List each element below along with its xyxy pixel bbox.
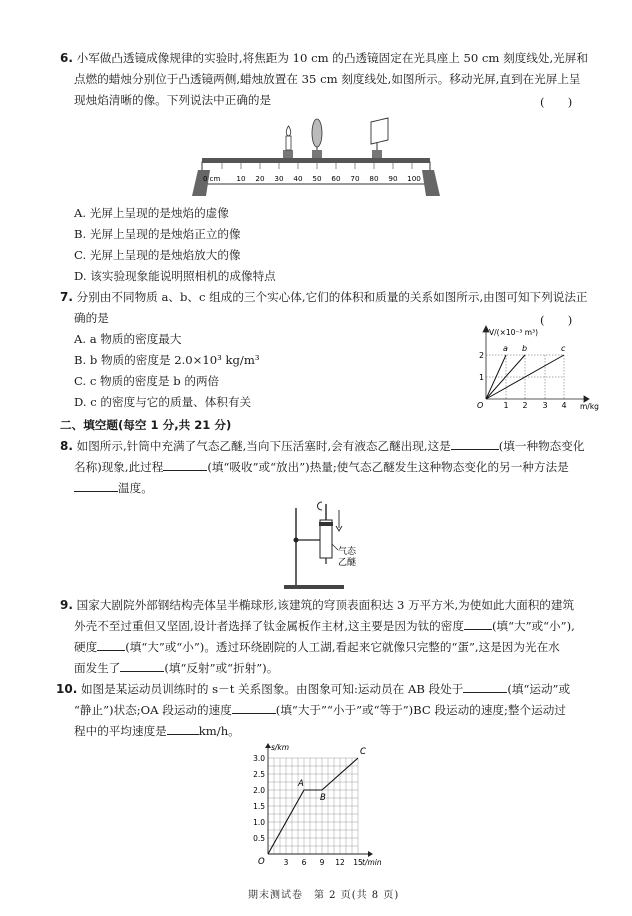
light-screen (371, 118, 388, 158)
q6-option-b: B. 光屏上呈现的是烛焰正立的像 (74, 227, 241, 241)
q6-line1 (60, 50, 588, 66)
ruler-tick: 100 (407, 174, 421, 183)
q9-blank1[interactable] (464, 618, 492, 630)
point-label: C (360, 747, 366, 757)
q9-line1: 9. 国家大剧院外部钢结构壳体呈半椭球形,该建筑的穹顶表面积达 3 万平方米,为使如此大面积的建筑 (60, 598, 575, 612)
optical-bench-figure (190, 118, 440, 198)
q9-line3: 硬度 (填“大”或“小”)。透过环绕剧院的人工湖,看起来它就像只完整的“蛋”,这是因为光在水 (74, 640, 560, 654)
q7-axes (483, 326, 589, 402)
q7-xtick: 3 (542, 401, 548, 410)
q7-text1: 分别由不同物质 a、b、c 组成的三个实心体,它们的体积和质量的关系如图所示,由图可知下列说法正 (76, 290, 588, 304)
y-tick-label: 2.0 (253, 786, 265, 795)
ruler-label-start: 0 cm (203, 175, 221, 183)
page-footer: 期末测试卷 第 2 页(共 8 页) (248, 890, 400, 901)
q9-blank3[interactable] (120, 660, 164, 672)
q9-line4: 面发生了 (填“反射”或“折射”)。 (74, 661, 279, 675)
ruler-tick: 10 (236, 174, 246, 183)
x-axis-label: t/min (362, 858, 382, 867)
q6-option-d: D. 该实验现象能说明照相机的成像特点 (74, 269, 276, 283)
point-label: B (320, 793, 326, 803)
point-label: A (298, 779, 304, 789)
q7-line2: 确的是 (74, 311, 109, 325)
lens-icon (312, 119, 322, 147)
label-c: c (561, 344, 566, 353)
q8-line2: 名称)现象,此过程 (填“吸收”或“放出”)热量;使气态乙醚发生这种物态变化的另一种方法是 (74, 460, 569, 474)
q7-number: 7. (60, 290, 73, 304)
bench-left-leg (192, 170, 210, 196)
ruler-tick: 60 (331, 174, 341, 183)
q7-option-a: A. a 物质的密度最大 (74, 332, 182, 346)
q9-line2: 外壳不至过重但又坚固,设计者选择了钛金属板作主材,这主要是因为钛的密度 (填“大”或“小”), (74, 619, 575, 633)
q6-option-a: A. 光屏上呈现的是烛焰的虚像 (74, 206, 229, 220)
q10-blank1[interactable] (463, 681, 507, 693)
st-grid (268, 758, 358, 854)
q7-option-b: B. b 物质的密度是 2.0×10³ kg/m³ (74, 353, 260, 367)
syringe-label-1: 气态 (338, 547, 357, 557)
bench-top-bar (202, 158, 430, 163)
y-tick-label: 2.5 (253, 770, 265, 779)
q10-line2: “静止”)状态;OA 段运动的速度 (填“大于”“小于”或“等于”)BC 段运动的速度;整个运动过 (74, 703, 566, 717)
q6-line2: 点燃的蜡烛分别位于凸透镜两侧,蜡烛放置在 35 cm 刻度线处,如图所示。移动光屏,直到在光屏上呈 (74, 72, 581, 86)
q10-st-chart (238, 740, 382, 870)
q6-line3: 现烛焰清晰的像。下列说法中正确的是 (74, 93, 272, 107)
q10-line1: 10. 如图是某运动员训练时的 s－t 关系图象。由图象可知:运动员在 AB 段处于 (填“运动”或 (56, 682, 571, 696)
q7-vm-chart (472, 326, 612, 418)
q10-line3: 程中的平均速度是 km/h。 (74, 724, 240, 738)
q8-blank2[interactable] (163, 459, 207, 471)
clamp-knob (294, 538, 299, 543)
x-tick-label: 12 (335, 858, 345, 867)
q10-blank3[interactable] (167, 723, 199, 735)
candle-flame-icon (286, 126, 291, 136)
ruler-tick: 20 (255, 174, 265, 183)
x-tick-label: 3 (283, 858, 289, 867)
q6-option-c: C. 光屏上呈现的是烛焰放大的像 (74, 248, 241, 262)
syringe-label-2: 乙醚 (338, 558, 357, 568)
x-tick-label: 6 (301, 858, 307, 867)
label-a: a (503, 344, 508, 353)
x-tick-label: 15 (353, 858, 363, 867)
st-axes (265, 743, 373, 857)
q7-option-d: D. c 的密度与它的质量、体积有关 (74, 395, 252, 409)
q6-answer-paren: ( ) (540, 95, 573, 109)
q7-line1 (60, 289, 588, 305)
plunger-handle (318, 502, 323, 510)
y-tick-label: 0.5 (253, 834, 265, 843)
q6-text1: 小军做凸透镜成像规律的实验时,将焦距为 10 cm 的凸透镜固定在光具座上 50 cm 刻度线处,光屏和 (76, 51, 588, 65)
q7-xticks (503, 401, 566, 410)
y-tick-label: 1.5 (253, 802, 265, 811)
y-tick-labels (253, 754, 265, 843)
q6-number: 6. (60, 51, 73, 65)
q7-ytick: 1 (479, 373, 485, 382)
ruler-tick: 50 (312, 174, 322, 183)
point-label: O (258, 857, 265, 867)
q10-blank2[interactable] (232, 702, 276, 714)
ruler-tick: 40 (293, 174, 303, 183)
y-tick-label: 1.0 (253, 818, 265, 827)
ruler-tick: 30 (274, 174, 284, 183)
q7-option-c: C. c 物质的密度是 b 的两倍 (74, 374, 220, 388)
q9-blank2[interactable] (97, 639, 125, 651)
q7-origin: O (477, 401, 484, 410)
y-tick-label: 3.0 (253, 754, 265, 763)
q8-blank1[interactable] (451, 438, 499, 450)
x-axis-arrow (368, 851, 373, 857)
ruler-tick: 90 (388, 174, 398, 183)
x-tick-label: 9 (319, 858, 325, 867)
bench-right-leg (422, 170, 440, 196)
q10-number: 10. (56, 682, 78, 696)
q7-ylabel: V/(×10⁻³ m³) (489, 328, 538, 337)
q7-xtick: 4 (561, 401, 567, 410)
q7-answer-paren: ( ) (540, 313, 573, 327)
q8-line3: 温度。 (74, 480, 153, 496)
q7-line-labels (503, 344, 566, 353)
q8-line1: 8. 如图所示,针筒中充满了气态乙醚,当向下压活塞时,会有液态乙醚出现,这是 (填一种物态变化 (60, 439, 585, 453)
q7-xtick: 2 (522, 401, 528, 410)
q8-blank3[interactable] (74, 480, 118, 492)
screen-icon (371, 118, 388, 144)
x-tick-labels (284, 858, 363, 867)
q7-ytick: 2 (479, 351, 485, 360)
ruler-tick: 70 (350, 174, 360, 183)
candle (283, 126, 293, 158)
convex-lens (312, 119, 322, 158)
section-title: 二、填空题(每空 1 分,共 21 分) (60, 418, 232, 432)
q8-number: 8. (60, 439, 73, 453)
y-axis-label: s/km (271, 743, 290, 752)
syringe-figure (282, 500, 372, 592)
q7-xlabel: m/kg (580, 402, 599, 411)
label-b: b (522, 344, 528, 353)
q9-number: 9. (60, 598, 73, 612)
ruler-tick: 80 (369, 174, 379, 183)
piston (319, 522, 333, 526)
q7-xtick: 1 (503, 401, 509, 410)
stand-base (284, 585, 344, 589)
